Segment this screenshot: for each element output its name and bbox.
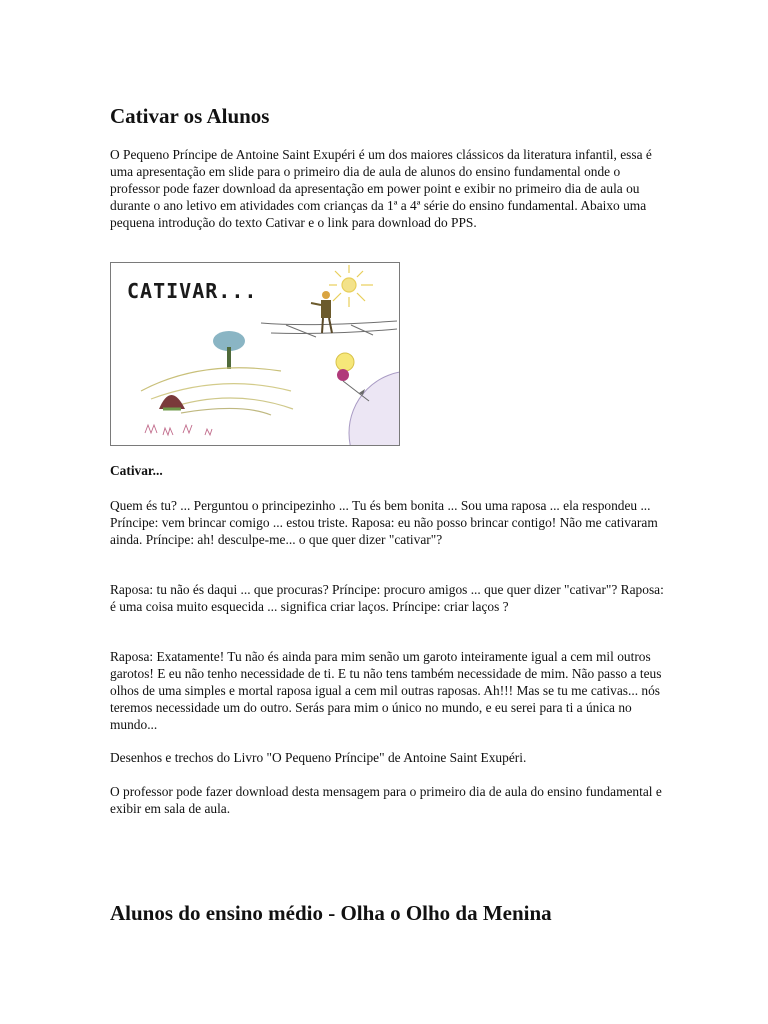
paragraph: Quem és tu? ... Perguntou o principezinho ... Tu és bem bonita ... Sou uma raposa ... ela respondeu ... Príncipe: vem brincar comigo ... estou triste. Raposa: eu não posso brincar contigo! Não me cativaram ainda. Príncipe: ah! desculpe-me... o que quer dizer "cativar"? <box>110 498 658 547</box>
fox-icon <box>159 395 185 409</box>
paragraph: Raposa: tu não és daqui ... que procuras? Príncipe: procuro amigos ... que quer dizer "cativar"? Raposa: é uma coisa muito esquecida ... significa criar laços. Príncipe: criar laços ? <box>110 582 664 614</box>
paragraph: Desenhos e trechos do Livro "O Pequeno Príncipe" de Antoine Saint Exupéri. <box>110 750 527 765</box>
prince-figure <box>311 291 332 333</box>
section-title: Alunos do ensino médio - Olha o Olho da Menina <box>110 901 552 925</box>
horizon-lines <box>261 321 397 337</box>
grass-scribbles <box>145 425 212 435</box>
cativar-illustration <box>110 262 400 446</box>
intro-paragraph: O Pequeno Príncipe de Antoine Saint Exupéri é um dos maiores clássicos da literatura infantil, essa é uma apresentação em slide para o primeiro dia de aula de alunos do ensino fundamental onde o professor pode fazer download da apresentação em power point e exibir no primeiro dia de aula ou durante o ano letivo em atividades com crianças da 1ª a 4ª série do ensino fundamental. Abaixo uma pequena introdução do texto Cativar e o link para download do PPS. <box>110 147 652 230</box>
sun-icon <box>329 265 373 307</box>
illustration-title: CATIVAR... <box>127 279 258 303</box>
tree-icon <box>213 331 245 369</box>
paragraph: Raposa: Exatamente! Tu não és ainda para mim senão um garoto inteiramente igual a cem mil outros garotos! E eu não tenho necessidade de ti. E tu não tens também necessidade de mim. Não passo a teus olhos de uma simples e mortal raposa igual a cem mil outras raposas. Ah!!! Mas se tu me cativas... nós teremos necessidade um do outro. Serás para mim o único no mundo, e eu serei para ti a única no mundo... <box>110 649 662 732</box>
subtitle: Cativar... <box>110 463 163 478</box>
planet-icon <box>349 371 400 446</box>
section-title: Cativar os Alunos <box>110 104 270 128</box>
paragraph: O professor pode fazer download desta mensagem para o primeiro dia de aula do ensino fundamental e exibir em sala de aula. <box>110 784 662 816</box>
